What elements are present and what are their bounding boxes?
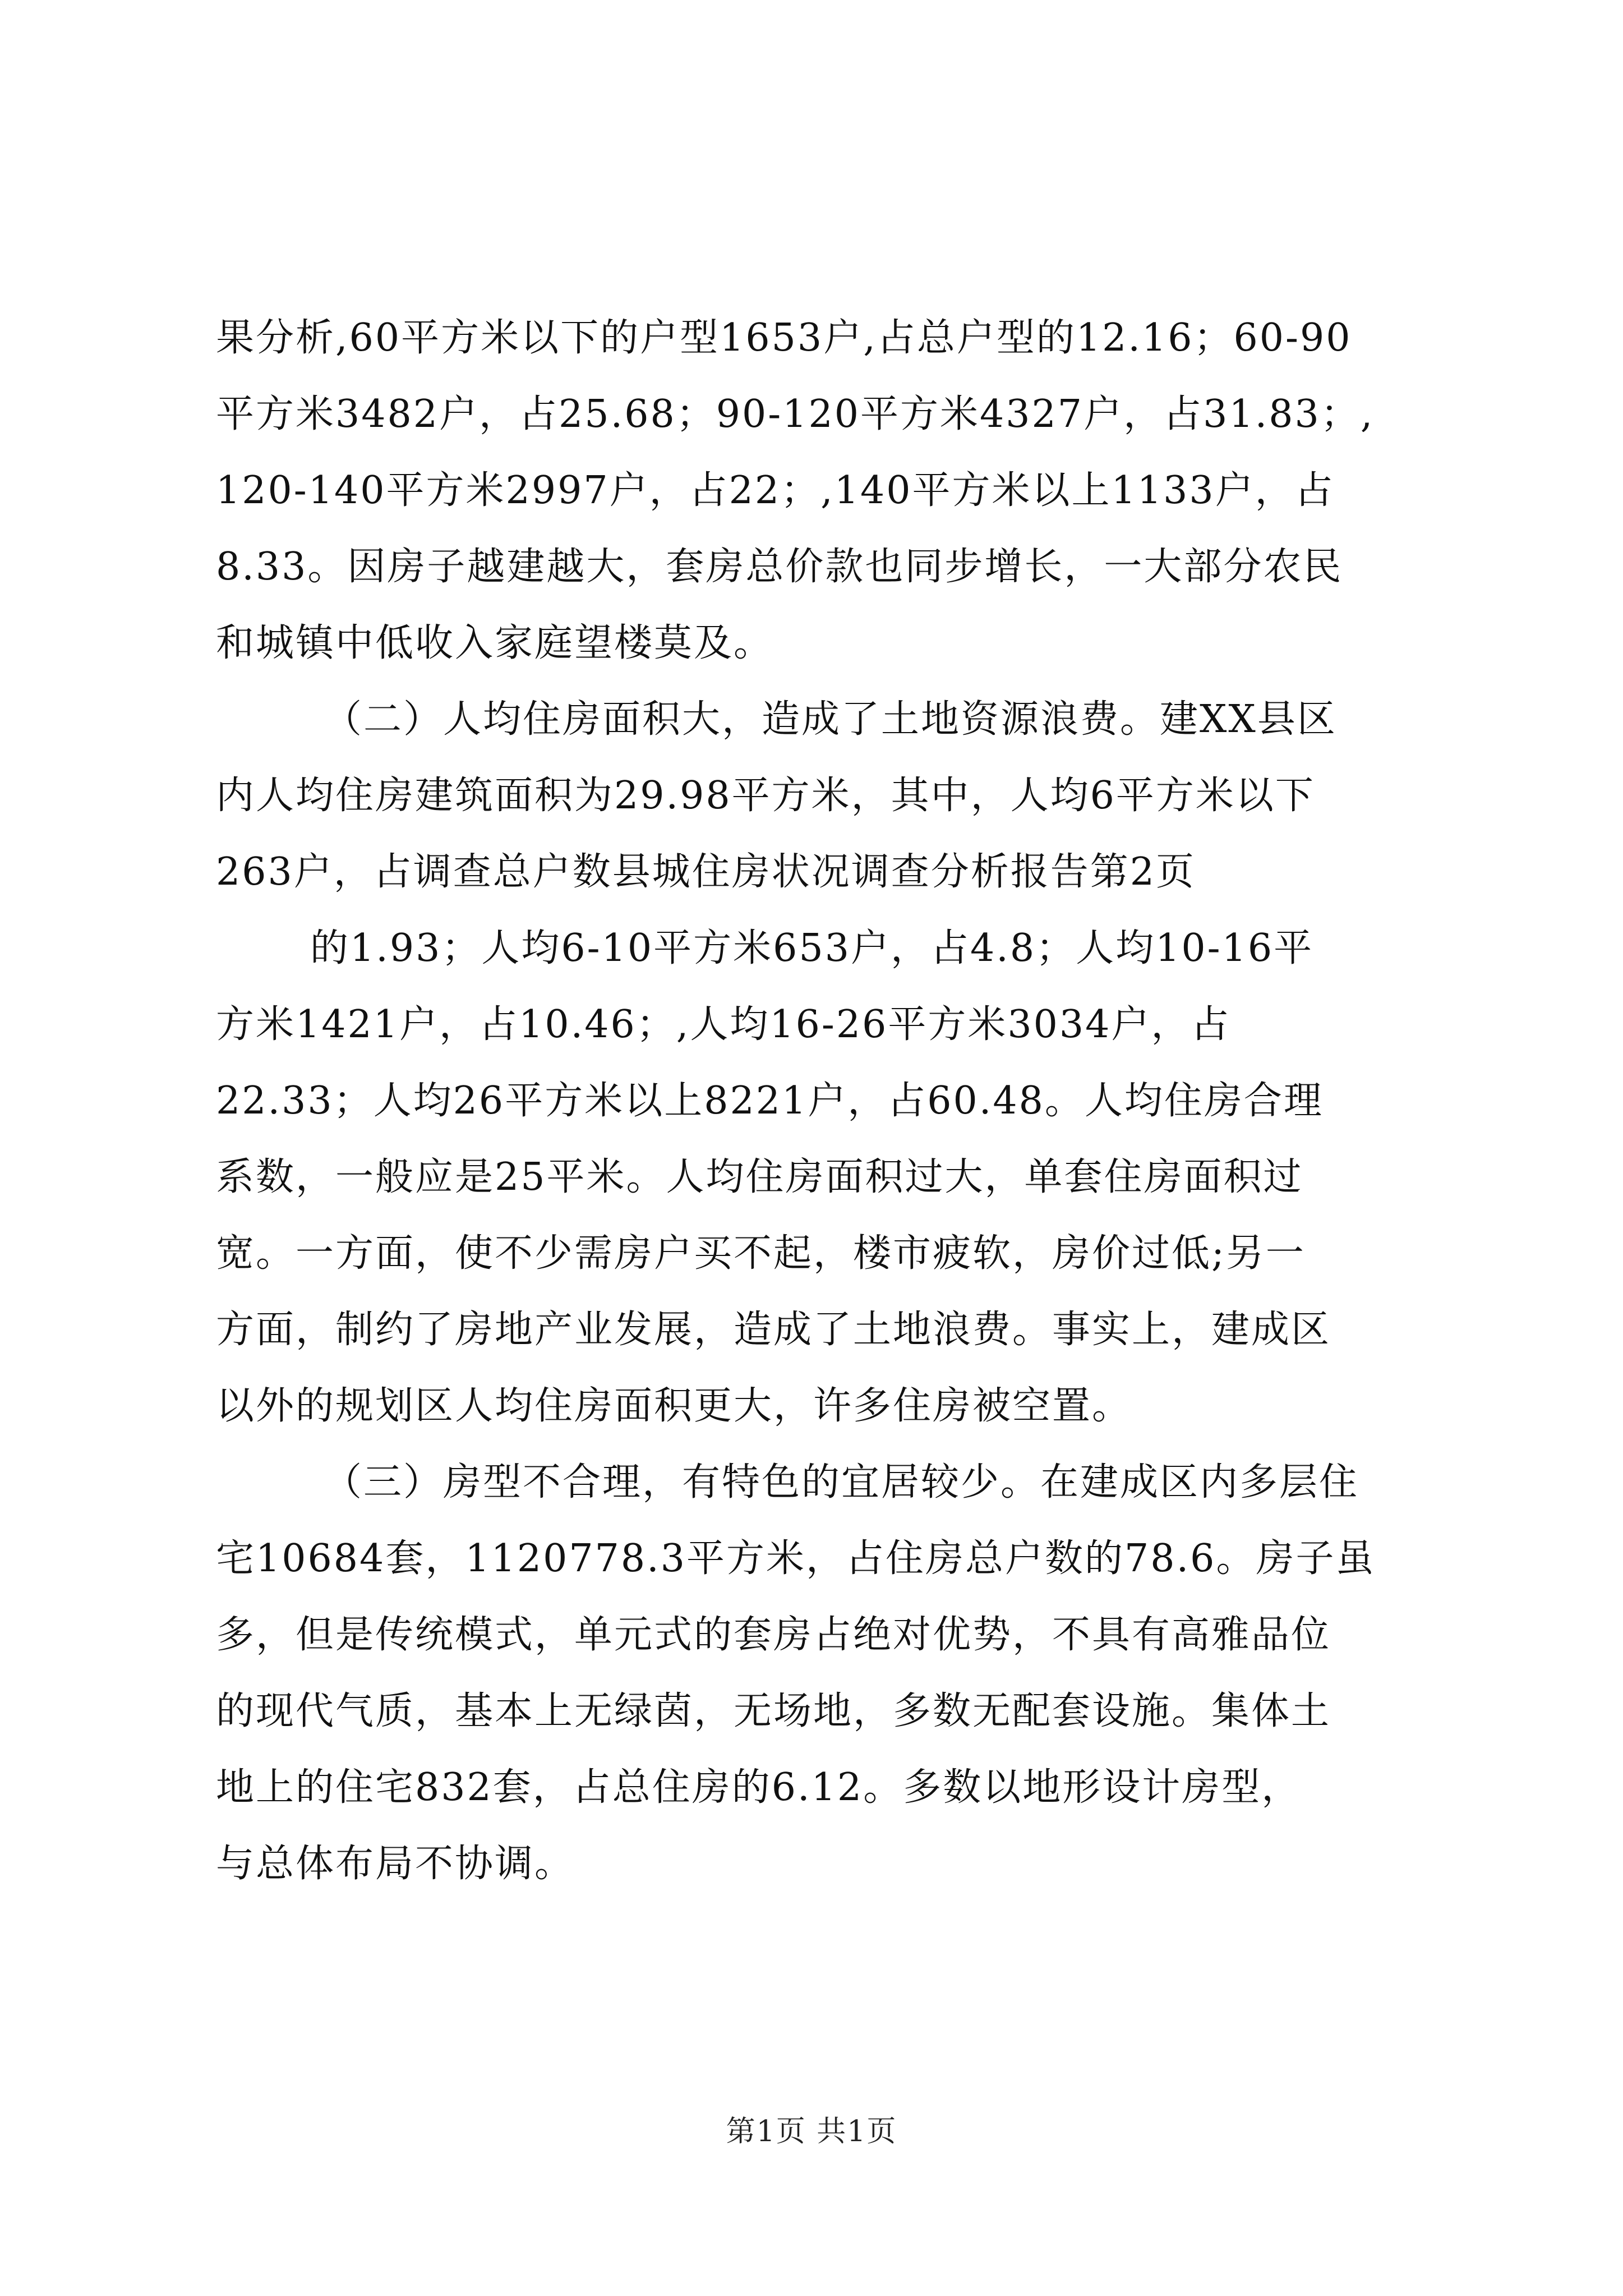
text-line: 120-140平方米2997户，占22；,140平方米以上1133户，占 <box>216 468 1335 513</box>
text-line: 多，但是传统模式，单元式的套房占绝对优势，不具有高雅品位 <box>216 1613 1331 1657</box>
text-line: 和城镇中低收入家庭望楼莫及。 <box>216 621 774 665</box>
page-footer: 第1页 共1页 <box>726 2115 897 2148</box>
text-line: 与总体布局不协调。 <box>216 1842 575 1886</box>
text-line: 263户，占调查总户数县城住房状况调查分析报告第2页 <box>216 850 1196 894</box>
text-line: 的现代气质，基本上无绿茵，无场地，多数无配套设施。集体土 <box>216 1689 1331 1733</box>
text-line: 内人均住房建筑面积为29.98平方米，其中，人均6平方米以下 <box>216 774 1315 818</box>
text-line: 平方米3482户，占25.68；90-120平方米4327户，占31.83；, <box>216 392 1375 436</box>
text-line: 宅10684套，1120778.3平方米，占住房总户数的78.6。房子虽 <box>216 1536 1376 1581</box>
section-two-heading-line: （二）人均住房面积大，造成了土地资源浪费。建XX县区 <box>324 697 1337 742</box>
text-line: 果分析,60平方米以下的户型1653户,占总户型的12.16；60-90 <box>216 316 1352 360</box>
text-line: 22.33；人均26平方米以上8221户，占60.48。人均住房合理 <box>216 1079 1324 1123</box>
text-line: 以外的规划区人均住房面积更大，许多住房被空置。 <box>216 1384 1132 1428</box>
text-line: 地上的住宅832套，占总住房的6.12。多数以地形设计房型， <box>216 1765 1302 1810</box>
text-line: 方面，制约了房地产业发展，造成了土地浪费。事实上，建成区 <box>216 1308 1331 1352</box>
text-line: 宽。一方面，使不少需房户买不起，楼市疲软，房价过低;另一 <box>216 1231 1306 1276</box>
text-line: 方米1421户，占10.46；,人均16-26平方米3034户，占 <box>216 1002 1231 1047</box>
text-line: 系数，一般应是25平米。人均住房面积过大，单套住房面积过 <box>216 1155 1303 1199</box>
text-line: 的1.93；人均6-10平方米653户，占4.8；人均10-16平 <box>310 926 1314 970</box>
document-body <box>216 300 1422 1902</box>
section-three-heading-line: （三）房型不合理，有特色的宜居较少。在建成区内多层住 <box>324 1460 1359 1504</box>
text-line: 8.33。因房子越建越大，套房总价款也同步增长，一大部分农民 <box>216 545 1343 589</box>
